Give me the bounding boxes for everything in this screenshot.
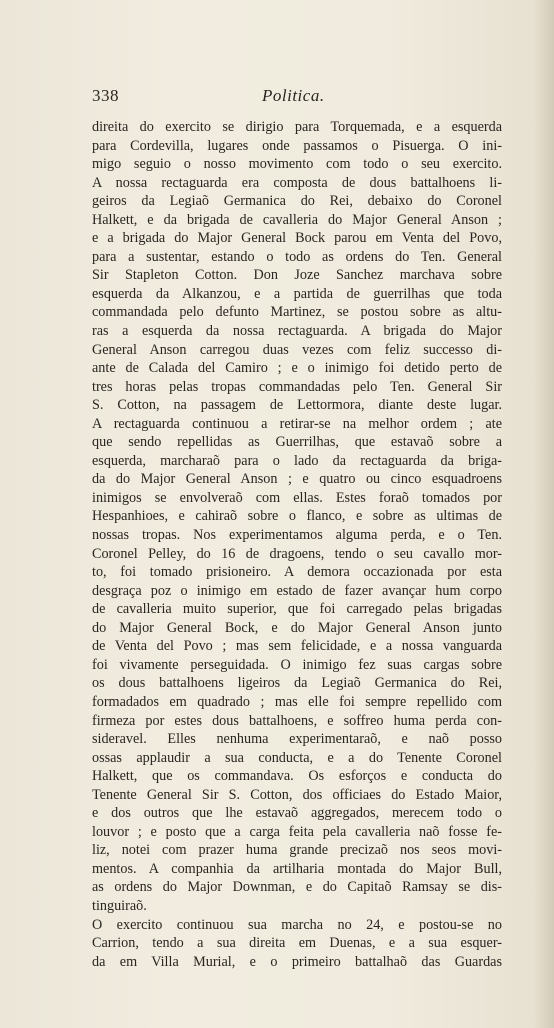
text-line: do Major General Bock, e do Major General Anson junto (92, 619, 502, 636)
text-line: desgraça poz o inimigo em estado de fazer avançar hum corpo (92, 582, 502, 599)
text-line: ras a esquerda da nossa rectaguarda. A brigada do Major (92, 323, 502, 340)
text-line: inimigos se envolveraõ com ellas. Estes foraõ tomados por (92, 489, 502, 506)
text-line: de Venta del Povo ; mas sem felicidade, e a nossa vanguarda (92, 638, 502, 655)
text-line: para a sustentar, estando o todo as ordens do Ten. General (92, 248, 502, 265)
text-line: e dos outros que lhe estavaõ aggregados, merecem todo o (92, 805, 502, 822)
text-line: General Anson carregou duas vezes com feliz successo di- (92, 341, 502, 358)
text-line: ossas applaudir a sua conducta, e a do Tenente Coronel (92, 749, 502, 766)
text-line: e a brigada do Major General Bock parou em Venta del Povo, (92, 230, 502, 247)
text-line: commandada pelo defunto Martinez, se postou sobre as altu- (92, 304, 502, 321)
text-line: A rectaguarda continuou a retirar-se na melhor ordem ; ate (92, 415, 502, 432)
text-line: Halkett, que os commandava. Os esforços e conducta do (92, 768, 502, 785)
text-line: esquerda da Alkanzou, e a partida de guerrilhas que toda (92, 285, 502, 302)
body-text (92, 118, 502, 971)
text-line: tinguiraõ. (92, 897, 147, 914)
text-line: migo seguio o nosso movimento com todo o seu exercito. (92, 156, 502, 173)
text-line: S. Cotton, na passagem de Lettormora, diante deste lugar. (92, 397, 502, 414)
text-line: louvor ; e posto que a carga feita pela cavalleria naõ fosse fe- (92, 823, 502, 840)
text-line: Coronel Pelley, do 16 de dragoens, tendo o seu cavallo mor- (92, 545, 502, 562)
text-line: as ordens do Major Downman, e do Capitaõ Ramsay se dis- (92, 879, 502, 896)
text-line: liz, notei com prazer huma grande precizaõ nos seos movi- (92, 842, 502, 859)
text-line: to, foi tomado prisioneiro. A demora occazionada por esta (92, 564, 502, 581)
text-line: geiros da Legiaõ Germanica do Rei, debaixo do Coronel (92, 193, 502, 210)
text-line: sideravel. Elles nenhuma experimentaraõ, e naõ posso (92, 731, 502, 748)
text-line: para Cordevilla, lugares onde passamos o Pisuerga. O ini- (92, 137, 502, 154)
text-line: da em Villa Murial, e o primeiro battalhaõ das Guardas (92, 953, 502, 970)
text-line: O exercito continuou sua marcha no 24, e postou-se no (92, 916, 502, 933)
text-line: formadados em quadrado ; mas elle foi sempre repellido com (92, 693, 502, 710)
text-line: da do Major General Anson ; e quatro ou cinco esquadroens (92, 471, 502, 488)
page-gutter-shadow (534, 0, 554, 1028)
text-line: mentos. A companhia da artilharia montada do Major Bull, (92, 860, 502, 877)
running-head: Politica. (262, 86, 325, 105)
text-line: tres horas pelas tropas commandadas pelo Ten. General Sir (92, 378, 502, 395)
text-line: firmeza por estes dous battalhoens, e soffreo huma perda con- (92, 712, 502, 729)
text-line: esquerda, marcharaõ para o lado da rectaguarda da briga- (92, 452, 502, 469)
text-line: os dous battalhoens ligeiros da Legiaõ Germanica do Rei, (92, 675, 502, 692)
text-line: Sir Stapleton Cotton. Don Joze Sanchez marchava sobre (92, 267, 502, 284)
text-line: Halkett, e da brigada de cavalleria do Major General Anson ; (92, 211, 502, 228)
page-number: 338 (92, 86, 119, 105)
text-line: direita do exercito se dirigio para Torquemada, e a esquerda (92, 119, 502, 135)
text-line: Tenente General Sir S. Cotton, dos officiaes do Estado Maior, (92, 786, 502, 803)
text-line: que sendo repellidas as Guerrilhas, que estavaõ sobre a (92, 434, 502, 451)
text-line: A nossa rectaguarda era composta de dous battalhoens li- (92, 174, 502, 191)
text-line: foi vivamente perseguidada. O inimigo fez suas cargas sobre (92, 656, 502, 673)
text-line: ante de Calada del Camiro ; e o inimigo foi detido perto de (92, 360, 502, 377)
text-line: nossas tropas. Nos experimentamos alguma perda, e o Ten. (92, 527, 502, 544)
text-line: Carrion, tendo a sua direita em Duenas, e a sua esquer- (92, 935, 502, 952)
page-header (92, 86, 500, 108)
text-line: de cavalleria muito superior, que foi carregado pelas brigadas (92, 601, 502, 618)
text-line: Hespanhioes, e cahiraõ sobre o flanco, e sobre as ultimas de (92, 508, 502, 525)
